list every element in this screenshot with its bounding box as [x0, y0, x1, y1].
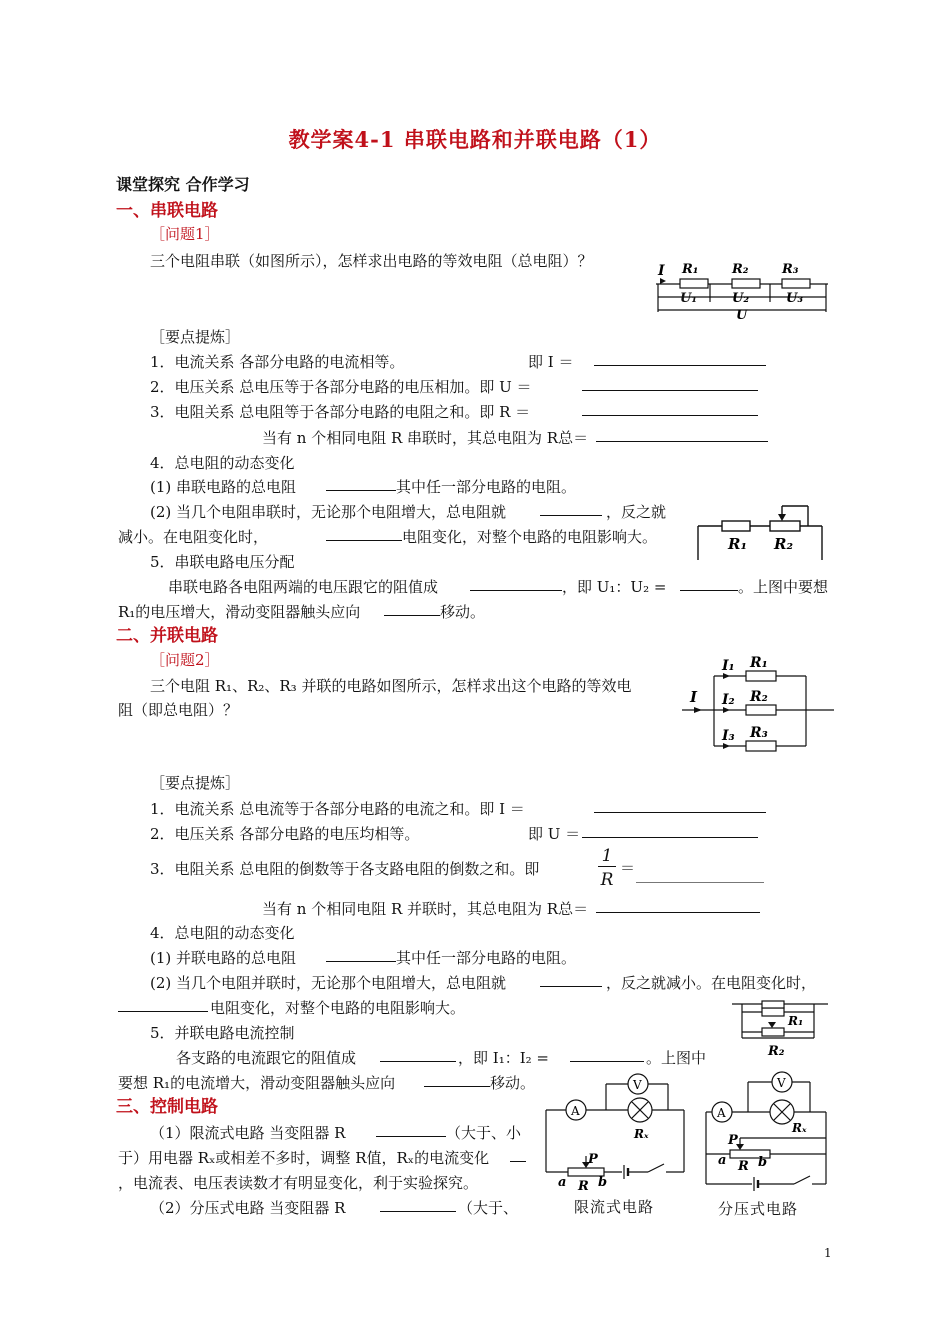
label-U1: U₁: [680, 291, 698, 306]
s1-k3b: 当有 n 个相同电阻 R 串联时，其总电阻为 R总＝: [262, 429, 589, 447]
s2-k1: 1．电流关系 总电流等于各部分电路的电流之和。即 I ＝: [150, 800, 525, 818]
label-I3: I₃: [722, 728, 735, 744]
caption-current-limiting: 限流式电路: [574, 1198, 655, 1216]
label-R1-p: R₁: [750, 655, 768, 671]
section-1-heading: 一、串联电路: [116, 201, 218, 221]
label-R3-p: R₃: [750, 725, 768, 741]
label-R2: R₂: [732, 262, 749, 277]
s2-k2-blank[interactable]: [582, 823, 758, 838]
s2-k5-blank1[interactable]: [380, 1047, 456, 1062]
s2-k2-eq: 即 U ＝: [528, 825, 581, 843]
question-1-text: 三个电阻串联（如图所示），怎样求出电路的等效电阻（总电阻）？: [150, 252, 593, 270]
label-R2-b: R₂: [774, 535, 794, 553]
s2-k4-2a: (2) 当几个电阻并联时，无论那个电阻增大，总电阻就: [150, 974, 507, 992]
s2-k3b: 当有 n 个相同电阻 R 并联时，其总电阻为 R总＝: [262, 900, 589, 918]
s1-k2: 2．电压关系 总电压等于各部分电路的电压相加。即 U ＝: [150, 378, 532, 396]
s1-k1: 1．电流关系 各部分电路的电流相等。: [150, 353, 405, 371]
s3-p2a: （2）分压式电路 当变阻器 R: [150, 1199, 346, 1217]
label-P-2: P: [728, 1133, 738, 1148]
voltmeter-label-1: V: [633, 1078, 642, 1092]
section-3-heading: 三、控制电路: [116, 1097, 218, 1117]
page-number: 1: [824, 1246, 832, 1260]
label-R2-c: R₂: [768, 1044, 785, 1059]
label-U: U: [736, 308, 748, 322]
s1-k5-c: 。上图中要想: [738, 578, 829, 596]
s1-k5-blank3[interactable]: [384, 601, 440, 616]
label-R2-p: R₂: [750, 689, 768, 705]
s1-k4-2b: ，反之就: [606, 503, 667, 521]
s1-k3-blank[interactable]: [582, 401, 758, 416]
s2-k3b-blank[interactable]: [596, 898, 760, 913]
label-a-2: a: [718, 1153, 727, 1168]
s1-k4-1-blank[interactable]: [326, 476, 396, 491]
s1-k1-eq: 即 I ＝: [528, 353, 574, 371]
label-I-p: I: [690, 688, 698, 706]
s3-p1-blank[interactable]: [376, 1122, 446, 1137]
s2-k1-blank[interactable]: [594, 798, 766, 813]
s1-k5-a: 串联电路各电阻两端的电压跟它的阻值成: [168, 578, 439, 596]
label-I: I: [658, 263, 665, 279]
label-R1-b: R₁: [728, 535, 748, 553]
label-b-2: b: [758, 1155, 768, 1170]
label-R3: R₃: [782, 262, 799, 277]
current-limiting-circuit: [540, 1068, 690, 1192]
s1-k3b-blank[interactable]: [596, 427, 768, 442]
question-2-text2: 阻（即总电阻）？: [118, 701, 239, 719]
s2-k3: 3．电阻关系 总电阻的倒数等于各支路电阻的倒数之和。即: [150, 860, 540, 878]
label-R1: R₁: [682, 262, 699, 277]
s3-p1b: （大于、小: [446, 1124, 522, 1142]
s2-k4: 4．总电阻的动态变化: [150, 924, 295, 942]
s2-k3-blank[interactable]: [636, 868, 764, 883]
s2-k4-2-blank[interactable]: [540, 972, 602, 987]
s2-k4-2c: 电阻变化，对整个电路的电阻影响大。: [210, 999, 466, 1017]
voltmeter-label-2: V: [777, 1076, 786, 1090]
s2-k3-eq: ＝: [620, 859, 636, 877]
fraction-numerator: 1: [598, 846, 616, 867]
rheostat-series-diagram: [690, 500, 828, 564]
s2-k5-c: 。上图中: [646, 1049, 707, 1067]
label-a-1: a: [558, 1175, 567, 1190]
label-U3: U₃: [786, 291, 804, 306]
s1-k4-1b: 其中任一部分电路的电阻。: [396, 478, 577, 496]
label-b-1: b: [598, 1175, 608, 1190]
parallel-circuit-diagram: [680, 652, 836, 752]
s2-k5: 5．并联电路电流控制: [150, 1024, 295, 1042]
voltage-divider-circuit: [700, 1066, 834, 1196]
label-P-1: P: [588, 1152, 598, 1167]
s2-k5-e: 移动。: [490, 1074, 536, 1092]
s1-k5-e: 移动。: [440, 603, 486, 621]
section-2-heading: 二、并联电路: [116, 626, 218, 646]
s3-p1d: ，电流表、电压表读数才有明显变化，利于实验探究。: [118, 1174, 479, 1192]
page-title: 教学案4-1 串联电路和并联电路（1）: [288, 127, 662, 152]
caption-voltage-divider: 分压式电路: [718, 1200, 799, 1218]
s2-k4-2b: ，反之就减小。在电阻变化时，: [606, 974, 817, 992]
ammeter-label-1: A: [571, 1104, 580, 1118]
s1-k4-2d: 电阻变化，对整个电路的电阻影响大。: [402, 528, 658, 546]
s2-k5-b: ，即 I₁：I₂ =: [458, 1049, 549, 1067]
s2-k4-1-blank[interactable]: [326, 947, 396, 962]
question-2-text1: 三个电阻 R₁、R₂、R₃ 并联的电路如图所示，怎样求出这个电路的等效电: [150, 677, 632, 695]
s1-k3: 3．电阻关系 总电阻等于各部分电路的电阻之和。即 R ＝: [150, 403, 531, 421]
s1-k5-blank2[interactable]: [680, 576, 738, 591]
label-R-2: R: [738, 1159, 749, 1174]
s3-p2b: （大于、: [458, 1199, 519, 1217]
s2-k5-blank3[interactable]: [424, 1072, 490, 1087]
s3-p1a: （1）限流式电路 当变阻器 R: [150, 1124, 346, 1142]
label-U2: U₂: [732, 291, 750, 306]
s2-k5-d: 要想 R₁的电流增大，滑动变阻器触头应向: [118, 1074, 396, 1092]
s1-k5-blank1[interactable]: [470, 576, 562, 591]
label-I2: I₂: [722, 692, 735, 708]
s3-p2-blank[interactable]: [380, 1197, 456, 1212]
fraction-denominator: R: [600, 870, 614, 890]
s1-k4-2c: 减小。在电阻变化时，: [118, 528, 269, 546]
s1-k4-2-blank[interactable]: [540, 501, 602, 516]
s1-k5-d: R₁的电压增大，滑动变阻器触头应向: [118, 603, 361, 621]
rheostat-parallel-diagram: [728, 998, 832, 1060]
s2-k2: 2．电压关系 各部分电路的电压均相等。: [150, 825, 420, 843]
label-Rx-2: Rₓ: [792, 1121, 807, 1135]
s1-k5-b: ，即 U₁：U₂ =: [562, 578, 667, 596]
label-R1-c: R₁: [788, 1014, 804, 1028]
s2-k5-blank2[interactable]: [570, 1047, 644, 1062]
s2-k4-1b: 其中任一部分电路的电阻。: [396, 949, 577, 967]
s1-k5: 5．串联电路电压分配: [150, 553, 295, 571]
s1-k4-1a: (1) 串联电路的总电阻: [150, 478, 297, 496]
series-circuit-diagram: [652, 256, 832, 322]
question-1-tag: ［问题1］: [150, 225, 220, 243]
s1-k4-2a: (2) 当几个电阻串联时，无论那个电阻增大，总电阻就: [150, 503, 507, 521]
ammeter-label-2: A: [717, 1106, 726, 1120]
label-I1: I₁: [722, 658, 735, 674]
s1-k4: 4．总电阻的动态变化: [150, 454, 295, 472]
key-points-1-tag: ［要点提炼］: [150, 328, 241, 346]
s2-k5-a: 各支路的电流跟它的阻值成: [176, 1049, 357, 1067]
key-points-2-tag: ［要点提炼］: [150, 774, 241, 792]
section-header: 课堂探究 合作学习: [116, 175, 250, 194]
label-Rx-1: Rₓ: [634, 1127, 649, 1141]
label-R-1: R: [578, 1179, 589, 1192]
question-2-tag: ［问题2］: [150, 651, 220, 669]
s3-p1c: 于）用电器 Rₓ或相差不多时，调整 R值，Rₓ的电流变化: [118, 1149, 490, 1167]
s1-k4-2c-blank[interactable]: [326, 526, 402, 541]
s3-p1c-blank[interactable]: [510, 1147, 526, 1162]
s1-k1-blank[interactable]: [594, 351, 766, 366]
s1-k2-blank[interactable]: [582, 376, 758, 391]
s2-k4-2c-blank[interactable]: [118, 997, 208, 1012]
s2-k4-1a: (1) 并联电路的总电阻: [150, 949, 297, 967]
